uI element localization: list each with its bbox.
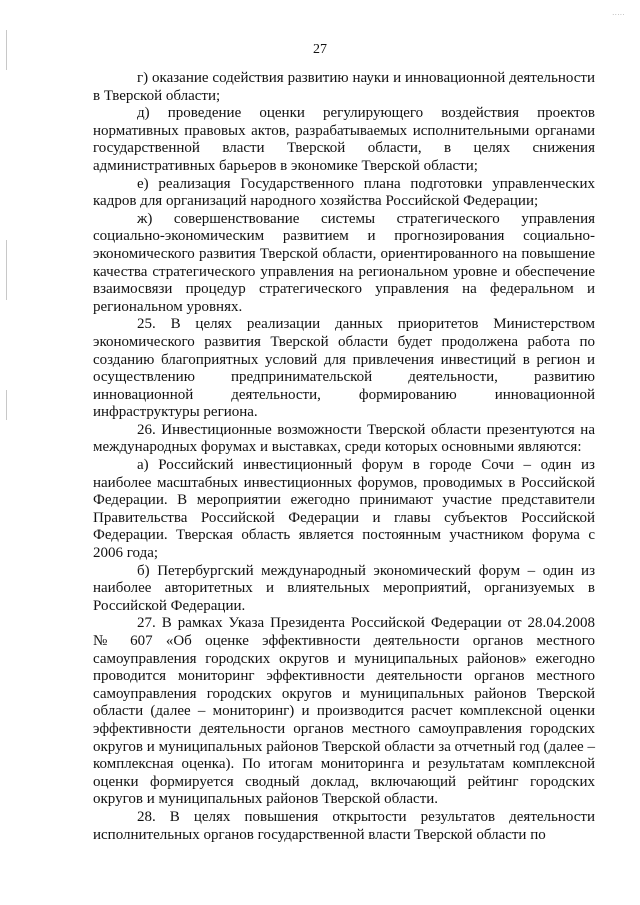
paragraph-item-zh: ж) совершенствование системы стратегического управления социально-экономическим развитием и прогнозирования социально-экономического развития Тверской области, ориентированного на повышение качества стратегического управления на региональном уровне и обеспечение взаимосвязи процедур стратегического управления на федеральном и региональном уровнях. <box>93 210 595 315</box>
paragraph-28: 28. В целях повышения открытости результатов деятельности исполнительных органов государственной власти Тверской области по <box>93 808 595 843</box>
page-number: 27 <box>313 42 327 57</box>
paragraph-item-d: д) проведение оценки регулирующего воздействия проектов нормативных правовых актов, разрабатываемых исполнительными органами государственной власти Тверской области, в целях снижения административных барьеров в экономике Тверской области; <box>93 105 595 174</box>
corner-scan-mark: ..... <box>612 8 625 17</box>
paragraph-item-e: е) реализация Государственного плана подготовки управленческих кадров для организаций народного хозяйства Российской Федерации; <box>93 175 595 210</box>
paragraph-26: 26. Инвестиционные возможности Тверской области презентуются на международных форумах и выставках, среди которых основными являются: <box>93 421 595 456</box>
paragraph-item-a: а) Российский инвестиционный форум в городе Сочи – один из наиболее масштабных инвестиционных форумов, проводимых в Российской Федерации. В мероприятии ежегодно принимают участие представители Правительства Российской Федерации и главы субъектов Российской Федерации. Тверская область является постоянным участником форума с 2006 года; <box>93 457 595 562</box>
paragraph-27: 27. В рамках Указа Президента Российской Федерации от 28.04.2008 № 607 «Об оценке эффективности деятельности органов местного самоуправления городских округов и муниципальных районов» ежегодно проводится мониторинг эффективности деятельности органов местного самоуправления городских округов и муниципальных районов Тверской области (далее – мониторинг) и производится расчет комплексной оценки эффективности деятельности органов местного самоуправления городских округов и муниципальных районов Тверской области за отчетный год (далее – комплексная оценка). По итогам мониторинга и результатам комплексной оценки формируется сводный доклад, включающий рейтинг городских округов и муниципальных районов Тверской области. <box>93 615 595 808</box>
left-margin-scan-mark-3 <box>6 390 7 420</box>
paragraph-item-b: б) Петербургский международный экономический форум – один из наиболее авторитетных и влиятельных мероприятий, организуемых в Российской Федерации. <box>93 562 595 614</box>
paragraph-25: 25. В целях реализации данных приоритетов Министерством экономического развития Тверской области будет продолжена работа по созданию благоприятных условий для привлечения инвестиций в регион и осуществлению предпринимательской деятельности, развитию инновационной деятельности, формированию инновационной инфраструктуры региона. <box>93 316 595 421</box>
paragraph-item-g: г) оказание содействия развитию науки и инновационной деятельности в Тверской области; <box>93 70 595 104</box>
document-body <box>93 70 595 844</box>
left-margin-scan-mark-2 <box>6 240 7 300</box>
